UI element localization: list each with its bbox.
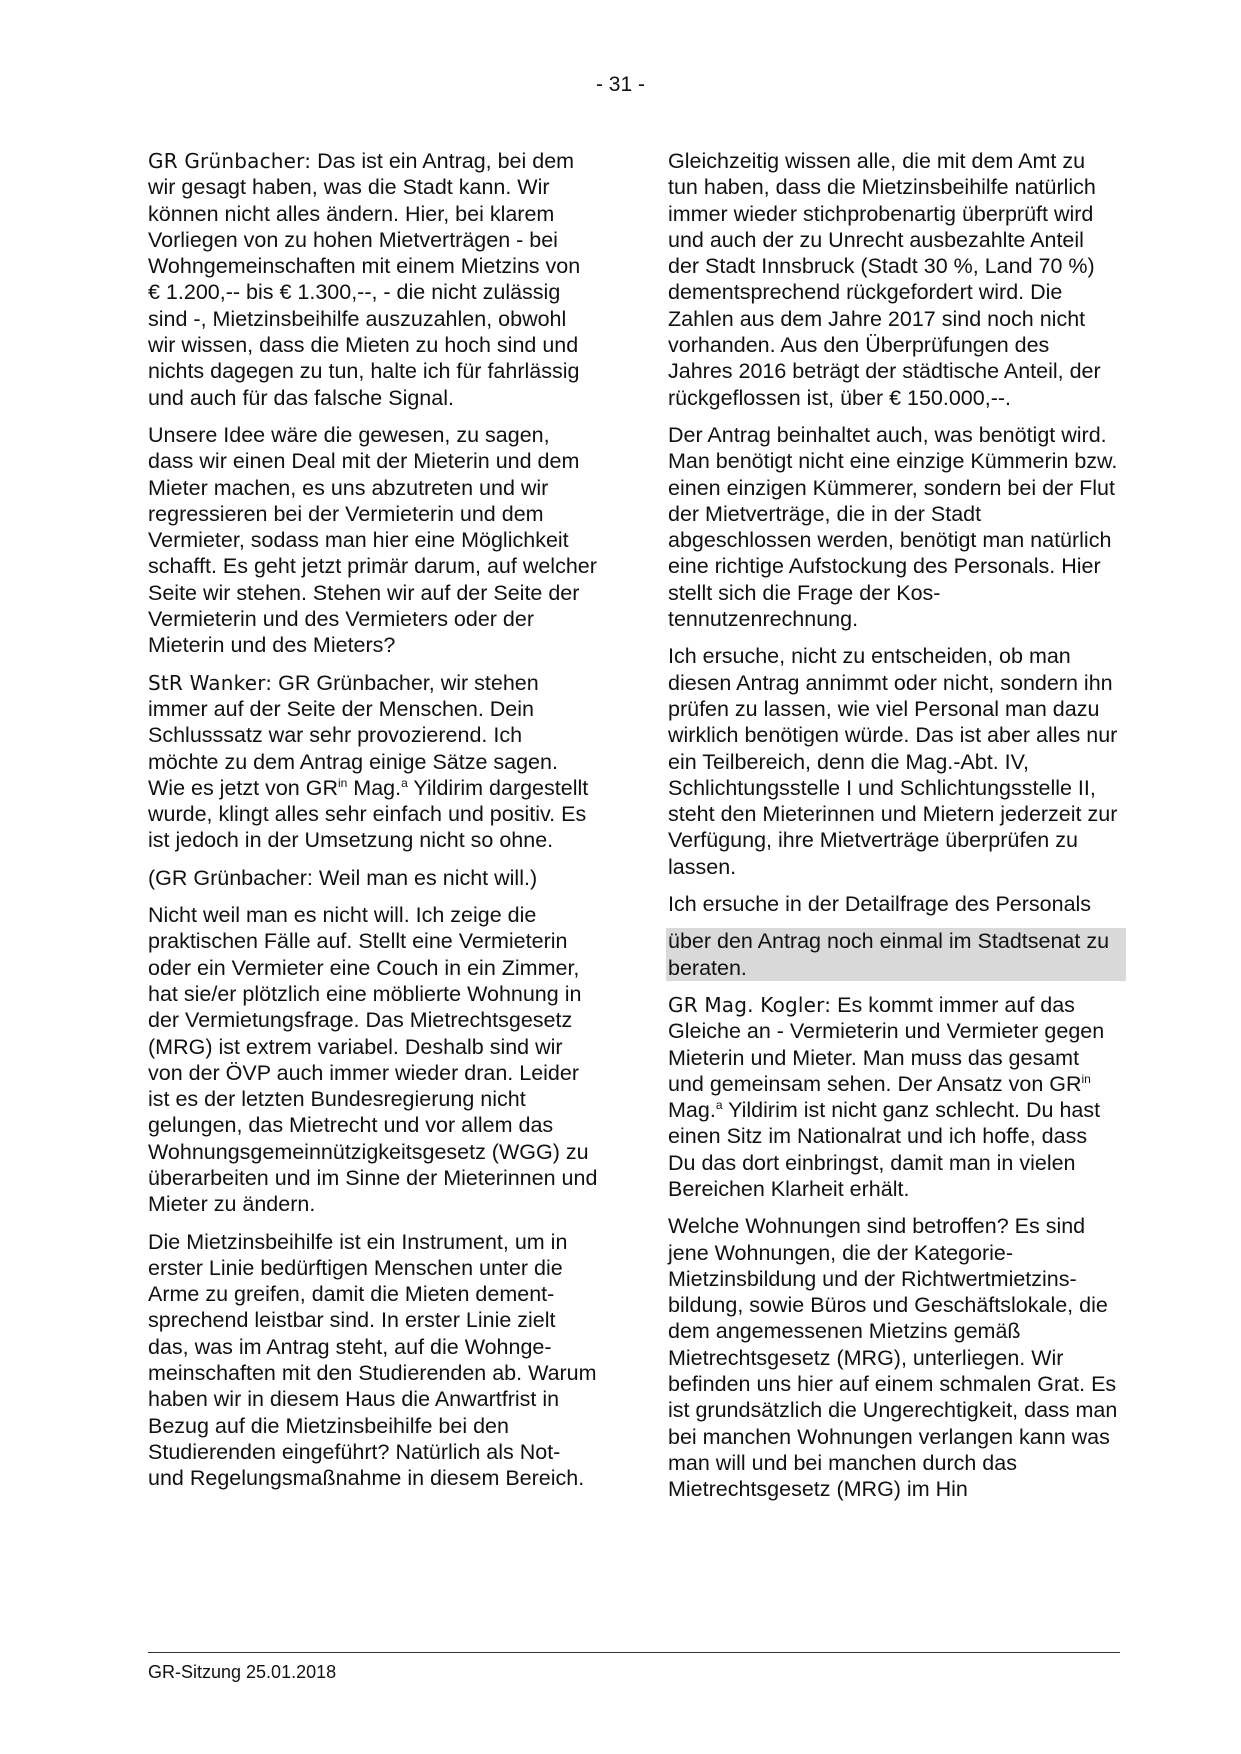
paragraph-affected-apartments: Welche Wohnungen sind betroffen? Es sind jene Wohnungen, die der Kategorie-Mietzinsbildung und der Richtwertmietzinsbildung, sowie Büros und Geschäftslokale, die dem angemessenen Mietzins gemäß Mietrechtsgesetz (MRG), unterliegen. Wir befinden uns hier auf einem schmalen Grat. Es ist grundsätzlich die Ungerechtigkeit, dass man bei manchen Wohnungen verlangen kann was man will und bei manchen durch das Mietrechtsgesetz (MRG) im Hin — [668, 1214, 1118, 1502]
paragraph-gruenbacher-statement — [148, 148, 598, 411]
paragraph-request-review: Ich ersuche, nicht zu entscheiden, ob man diesen Antrag annimmt oder nicht, sondern ihn prüfen zu lassen, wie viel Personal man dazu wirklich benötigen würde. Das ist aber alles nur ein Teilbereich, denn die Mag.-Abt. IV, Schlichtungsstelle I und Schlichtungsstelle II, steht den Mieterinnen und Mietern jederzeit zur Verfügung, ihre Mietverträge überprüfen zu lassen. — [668, 644, 1118, 879]
paragraph-kogler-statement — [668, 992, 1118, 1202]
paragraph-text: Das ist ein Antrag, bei dem wir gesagt haben, was die Stadt kann. Wir können nicht alles ändern. Hier, bei klarem Vorliegen von zu hohen Mietverträgen - bei Wohngemeinschaften mit einem Mietzins von € 1.200,-- bis € 1.300,--, - die nicht zulässig sind -, Mietzinsbeihilfe auszuzahlen, obwohl wir wissen, dass die Mieten zu hoch sind und nichts dagegen zu tun, halte ich für fahrlässig und auch für das falsche Signal. — [148, 149, 581, 410]
superscript: a — [401, 775, 408, 790]
paragraph-wanker-statement — [148, 670, 598, 854]
left-column — [148, 148, 598, 1503]
paragraph-staff-needs: Der Antrag beinhaltet auch, was benötigt wird. Man benötigt nicht eine einzige Kümmerin bzw. einen einzigen Kümmerer, sondern bei der Flut der Mietverträge, die in der Stadt abgeschlossen werden, benötigt man natürlich eine richtige Aufstockung des Personals. Hier stellt sich die Frage der Kostennutzenrechnung. — [668, 422, 1118, 632]
page-number: - 31 - — [595, 73, 645, 96]
paragraph-practical-cases: Nicht weil man es nicht will. Ich zeige die praktischen Fälle auf. Stellt eine Vermieterin oder ein Vermieter eine Couch in ein Zimmer, hat sie/er plötzlich eine möblierte Wohnung in der Vermietungsfrage. Das Mietrechtsgesetz (MRG) ist extrem variabel. Deshalb sind wir von der ÖVP auch immer wieder dran. Leider ist es der letzten Bundesregierung nicht gelungen, das Mietrecht und vor allem das Wohnungsgemeinnützigkeitsgesetz (WGG) zu überarbeiten und im Sinne der Mieterinnen und Mieter zu ändern. — [148, 903, 598, 1217]
speaker-name: StR Wanker: — [148, 670, 273, 695]
highlighted-motion: über den Antrag noch einmal im Stadtsenat zu beraten. — [666, 928, 1126, 981]
paragraph-text: Mag. — [347, 775, 402, 800]
paragraph-mietzinsbeihilfe: Die Mietzinsbeihilfe ist ein Instrument, um in erster Linie bedürftigen Menschen unter die Arme zu greifen, damit die Mieten dementsprechend leistbar sind. In erster Linie zielt das, was im Antrag steht, auf die Wohngemeinschaften mit den Studierenden ab. Warum haben wir in diesem Haus die Anwartfrist in Bezug auf die Mietzinsbeihilfe bei den Studierenden eingeführt? Natürlich als Not- und Regelungsmaßnahme in diesem Bereich. — [148, 1229, 597, 1491]
paragraph-spot-checks: Gleichzeitig wissen alle, die mit dem Amt zu tun haben, dass die Mietzinsbeihilfe natürlich immer wieder stichprobenartig überprüft wird und auch der zu Unrecht ausbezahlte Anteil der Stadt Innsbruck (Stadt 30 %, Land 70 %) dementsprechend rückgefordert wird. Die Zahlen aus dem Jahre 2017 sind noch nicht vorhanden. Aus den Überprüfungen des Jahres 2016 beträgt der städtische Anteil, der rückgeflossen ist, über € 150.000,--. — [668, 149, 1101, 410]
paragraph-text: Mag. — [668, 1098, 716, 1123]
footer-session-date: GR-Sitzung 25.01.2018 — [148, 1662, 337, 1682]
speaker-name: GR Grünbacher: — [148, 149, 312, 173]
paragraph-interjection: (GR Grünbacher: Weil man es nicht will.) — [148, 865, 538, 890]
superscript: in — [337, 775, 348, 790]
paragraph-text: Yildirim dargestellt wurde, klingt alles sehr einfach und positiv. Es ist jedoch in der Umsetzung nicht so ohne. — [148, 775, 589, 853]
footer-divider — [148, 1652, 1120, 1653]
paragraph-staff-detail: Ich ersuche in der Detailfrage des Personals — [668, 892, 1092, 917]
right-column — [668, 148, 1118, 1514]
superscript: a — [715, 1098, 723, 1113]
paragraph-text: GR Grünbacher, wir stehen immer auf der Seite der Menschen. Dein Schlusssatz war sehr provozierend. Ich möchte zu dem Antrag einige Sätze sagen. Wie es jetzt von GR — [148, 670, 558, 800]
paragraph-text: Yildirim ist nicht ganz schlecht. Du hast einen Sitz im Nationalrat und ich hoffe, dass Du das dort einbringst, damit man in vielen Bereichen Klarheit erhält. — [668, 1098, 1101, 1201]
paragraph-deal-idea: Unsere Idee wäre die gewesen, zu sagen, dass wir einen Deal mit der Mieterin und dem Mieter machen, es uns abzutreten und wir regressieren bei der Vermieterin und dem Vermieter, sodass man hier eine Möglichkeit schafft. Es geht jetzt primär darum, auf welcher Seite wir stehen. Stehen wir auf der Seite der Vermieterin und des Vermieters oder der Mieterin und des Mieters? — [148, 422, 597, 658]
superscript: in — [1081, 1071, 1091, 1086]
paragraph-text: Es kommt immer auf das Gleiche an - Vermieterin und Vermieter gegen Mieterin und Mieter. Man muss das gesamt und gemeinsam sehen. Der Ansatz von GR — [668, 992, 1105, 1096]
speaker-name: GR Mag. Kogler: — [668, 992, 832, 1017]
